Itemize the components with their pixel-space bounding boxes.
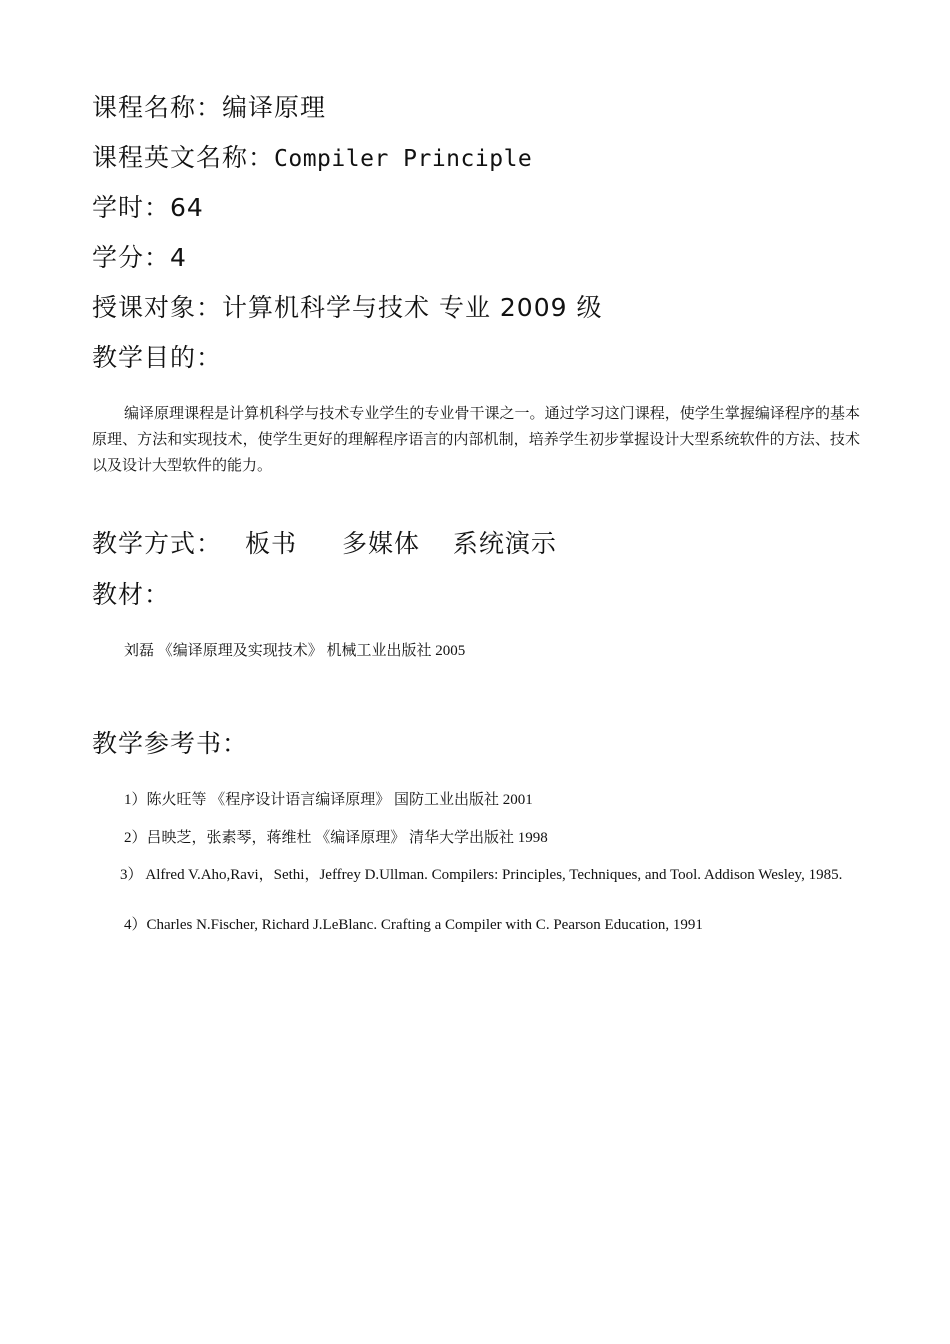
reference-item: 3） Alfred V.Aho,Ravi，Sethi，Jeffrey D.Ullman. Compilers: Principles, Techniques, and Tool. Addison Wesley, 1985. <box>120 867 843 883</box>
method-item-demo: 系统演示 <box>452 529 557 558</box>
course-audience: 授课对象：计算机科学与技术 专业 2009 级 <box>92 293 603 322</box>
method-item-multimedia: 多媒体 <box>341 529 420 558</box>
reference-item: 2）吕映芝，张素琴，蒋维杜 《编译原理》 清华大学出版社 1998 <box>124 830 548 846</box>
course-credits: 学分：4 <box>92 243 187 272</box>
course-name: 课程名称：编译原理 <box>92 93 327 122</box>
course-hours: 学时：64 <box>92 193 204 222</box>
method-item-board: 板书 <box>244 529 297 558</box>
course-english-label: 课程英文名称： <box>92 143 275 172</box>
course-english-name <box>92 143 532 174</box>
textbook-heading: 教材： <box>92 580 171 609</box>
method-line <box>92 529 557 559</box>
course-english-value: Compiler Principle <box>274 146 533 172</box>
textbook-entry: 刘磊 《编译原理及实现技术》 机械工业出版社 2005 <box>124 643 466 659</box>
reference-item: 4）Charles N.Fischer, Richard J.LeBlanc. Crafting a Compiler with C. Pearson Education, 1991 <box>124 917 703 933</box>
objective-heading: 教学目的： <box>92 343 223 372</box>
method-heading: 教学方式： <box>92 529 223 558</box>
objective-text: 编译原理课程是计算机科学与技术专业学生的专业骨干课之一。通过学习这门课程，使学生掌握编译程序的基本原理、方法和实现技术，使学生更好的理解程序语言的内部机制，培养学生初步掌握设计大型系统软件的方法、技术以及设计大型软件的能力。 <box>92 404 860 474</box>
references-heading: 教学参考书： <box>92 729 249 758</box>
reference-item: 1）陈火旺等 《程序设计语言编译原理》 国防工业出版社 2001 <box>124 792 533 808</box>
